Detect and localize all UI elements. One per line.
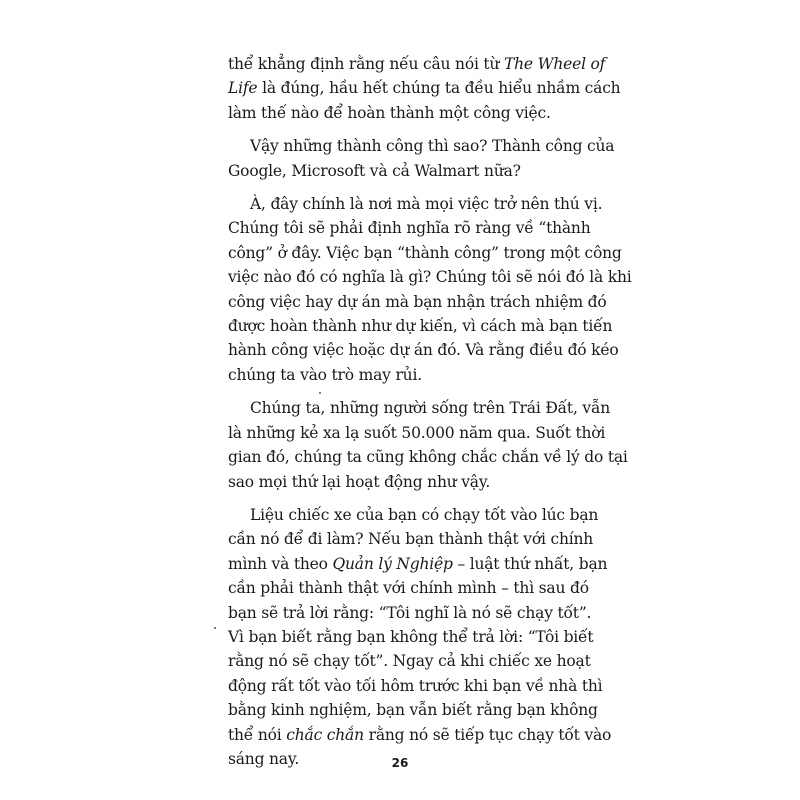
text-segment: Vì bạn biết rằng bạn không thể trả lời: “Tôi biết [228, 627, 594, 646]
text-line [228, 134, 615, 158]
text-line [228, 698, 598, 722]
text-line [228, 52, 606, 76]
text-line [228, 101, 588, 125]
text-line [228, 76, 621, 100]
print-speck [214, 627, 216, 629]
text-line [228, 363, 588, 387]
text-segment: được hoàn thành như dự kiến, vì cách mà bạn tiến [228, 317, 613, 336]
text-segment: thể nói [228, 725, 287, 744]
italic-title: chắc chắn [286, 725, 364, 744]
text-segment: – luật thứ nhất, bạn [452, 554, 608, 573]
text-line [228, 338, 619, 362]
text-segment: chúng ta vào trò may rủi. [228, 365, 422, 384]
paragraph [228, 52, 621, 125]
text-segment: sao mọi thứ lại hoạt động như vậy. [228, 472, 491, 491]
text-segment: À, đây chính là nơi mà mọi việc trở nên thú vị. [250, 195, 603, 214]
text-line [228, 470, 588, 494]
text-segment: là những kẻ xa lạ suốt 50.000 năm qua. Suốt thời [228, 423, 606, 442]
text-segment: hành công việc hoặc dự án đó. Và rằng điều đó kéo [228, 341, 619, 360]
print-speck [319, 392, 321, 394]
text-segment: Chúng ta, những người sống trên Trái Đất, vẫn [250, 399, 611, 418]
italic-title: The Wheel of [503, 55, 606, 73]
text-segment: Liệu chiếc xe của bạn có chạy tốt vào lúc bạn [250, 505, 599, 524]
text-segment: Google, Microsoft và cả Walmart nữa? [228, 161, 521, 180]
text-segment: việc nào đó có nghĩa là gì? Chúng tôi sẽ nói đó là khi [228, 268, 632, 287]
text-segment: rằng nó sẽ chạy tốt”. Ngay cả khi chiếc xe hoạt [228, 652, 591, 671]
italic-title: Life [228, 79, 258, 98]
text-segment: cần phải thành thật với chính mình – thì sau đó [228, 579, 589, 598]
text-segment: thể khẳng định rằng nếu câu nói từ [228, 55, 504, 73]
text-line [228, 445, 628, 469]
text-segment: công” ở đây. Việc bạn “thành công” trong một công [228, 243, 622, 262]
text-line [228, 625, 594, 649]
text-segment: Vậy những thành công thì sao? Thành công của [250, 137, 615, 156]
italic-title: Quản lý Nghiệp [332, 554, 453, 573]
page-number: 26 [391, 756, 409, 770]
text-segment: bằng kinh nghiệm, bạn vẫn biết rằng bạn không [228, 701, 598, 720]
text-segment: bạn sẽ trả lời rằng: “Tôi nghĩ là nó sẽ chạy tốt”. [228, 603, 592, 622]
text-segment: động rất tốt vào tối hôm trước khi bạn về nhà thì [228, 676, 603, 695]
text-segment: gian đó, chúng ta cũng không chắc chắn về lý do tại [228, 448, 628, 467]
text-segment: mình và theo [228, 554, 333, 573]
paragraph [228, 134, 615, 183]
text-segment: sáng nay. [228, 749, 300, 768]
body-text [228, 52, 632, 780]
text-line [228, 192, 603, 216]
text-segment: làm thế nào để hoàn thành một công việc. [228, 103, 551, 122]
text-segment: Chúng tôi sẽ phải định nghĩa rõ ràng về “thành [228, 219, 591, 238]
text-line [228, 290, 607, 314]
text-segment: là đúng, hầu hết chúng ta đều hiểu nhầm cách [257, 79, 621, 98]
text-line [228, 576, 588, 600]
text-line [228, 265, 632, 289]
text-line [228, 527, 594, 551]
text-line [228, 601, 592, 625]
paragraph [228, 192, 632, 387]
text-line [228, 649, 591, 673]
text-line [228, 396, 611, 420]
paragraph [228, 396, 628, 494]
text-line [228, 674, 603, 698]
text-line [228, 503, 599, 527]
text-segment: cần nó để đi làm? Nếu bạn thành thật với chính [228, 530, 594, 549]
text-segment: công việc hay dự án mà bạn nhận trách nhiệm đó [228, 292, 607, 311]
text-segment: rằng nó sẽ tiếp tục chạy tốt vào [363, 725, 612, 744]
text-line [228, 159, 588, 183]
text-line [228, 216, 591, 240]
text-line [228, 241, 622, 265]
text-line [228, 421, 606, 445]
text-line [228, 723, 612, 747]
text-line [228, 314, 613, 338]
text-line [228, 552, 608, 576]
paragraph [228, 503, 612, 771]
